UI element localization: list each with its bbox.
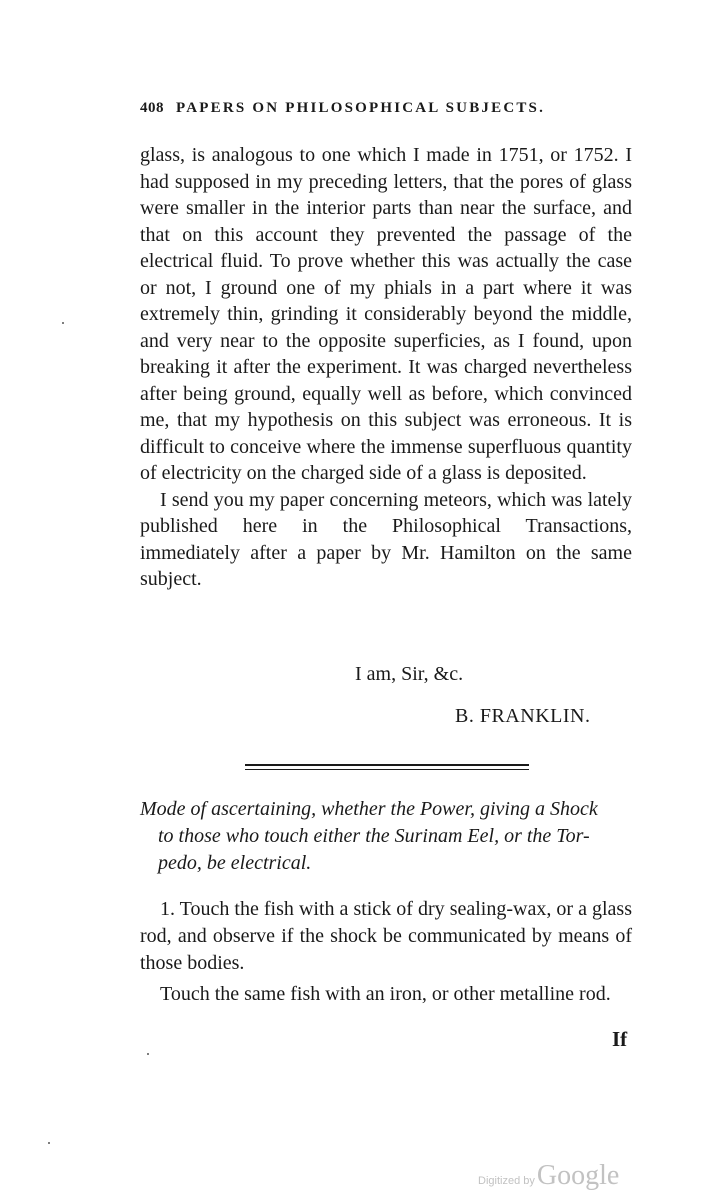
instruction-item-2: Touch the same fish with an iron, or other metalline rod. [160,983,611,1005]
instruction-item-1: 1. Touch the fish with a stick of dry sealing-wax, or a glass rod, and observe if the shock be communicated by means of those bodies. [140,898,632,974]
letter-body [140,142,632,593]
page-number: 408 [140,100,164,116]
google-logo: Google [536,1160,620,1191]
letter-signature: B. FRANKLIN. [455,705,591,727]
section-divider-thin [245,769,529,770]
letter-paragraph-1: glass, is analogous to one which I made in 1751, or 1752. I had supposed in my preceding letters, that the pores of glass were smaller in the interior parts than near the surface, and that on this account they prevented the passage of the electrical fluid. To prove whether this was actually the case or not, I ground one of my phials in a part where it was extremely thin, grinding it considerably beyond the middle, and very near to the opposite superficies, as I found, upon breaking it after the experiment. It was charged nevertheless after being ground, equally well as before, which convinced me, that my hypothesis on this subject was erroneous. It is difficult to conceive where the immense superfluous quantity of electricity on the charged side of a glass is deposited. [140,144,632,484]
paper-speck [62,322,64,324]
section-title [140,796,632,877]
section-title-line-2: to those who touch either the Surinam Eel, or the Tor- [158,825,590,847]
letter-paragraph-2: I send you my paper concerning meteors, which was lately published here in the Philosophical Transactions, immediately after a paper by Mr. Hamilton on the same subject. [140,488,632,590]
paper-speck [147,1053,149,1055]
letter-closing: I am, Sir, &c. [355,663,464,685]
running-header [140,100,630,117]
running-title: PAPERS ON PHILOSOPHICAL SUBJECTS. [176,100,546,116]
section-title-line-3: pedo, be electrical. [158,852,312,874]
instruction-list [140,896,632,1008]
watermark-prefix: Digitized by [478,1175,535,1187]
section-divider-thick [245,764,529,766]
section-title-line-1: Mode of ascertaining, whether the Power, giving a Shock [140,798,598,820]
digitized-watermark [478,1160,619,1192]
catchword: If [612,1027,628,1051]
paper-speck [48,1142,50,1144]
